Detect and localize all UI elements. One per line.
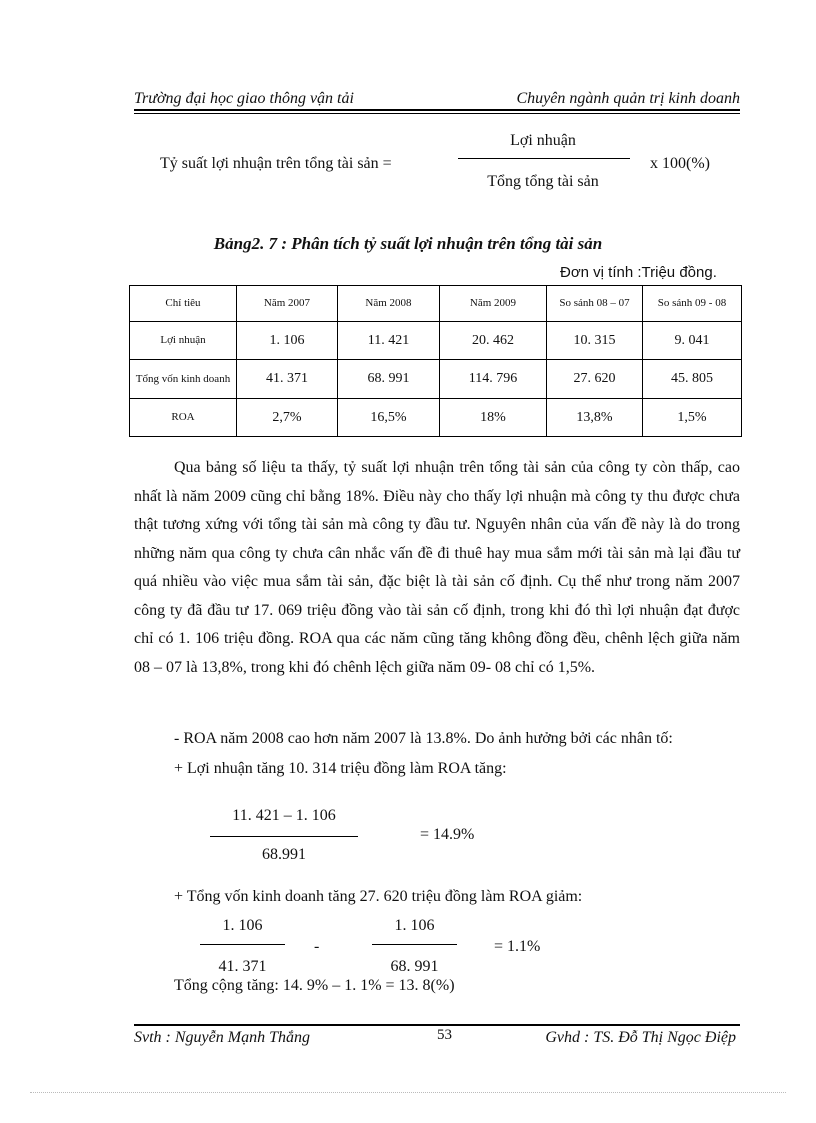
table-cell: 11. 421 [338,322,440,360]
header-cell: Năm 2009 [440,286,547,322]
footer-student: Svth : Nguyễn Mạnh Thắng [134,1029,310,1046]
calc2-minus: - [314,938,320,955]
header-cell: So sánh 09 - 08 [643,286,742,322]
page-edge-dots [30,1092,786,1093]
table-row [130,399,742,437]
footer-rule [134,1024,740,1026]
table-header-row [130,286,742,322]
table-row [130,322,742,360]
table-unit: Đơn vị tính :Triệu đồng. [560,264,717,281]
formula-numerator: Lợi nhuận [510,132,576,149]
table-cell: 27. 620 [547,360,643,399]
row-label: ROA [130,399,237,437]
table-cell: 18% [440,399,547,437]
table-cell: 114. 796 [440,360,547,399]
bullet-capital-increase: + Tổng vốn kinh doanh tăng 27. 620 triệu đồng làm ROA giảm: [174,888,583,905]
formula-suffix: x 100(%) [650,155,710,172]
calc2-numerator-1: 1. 106 [222,917,263,934]
bullet-profit-increase: + Lợi nhuận tăng 10. 314 triệu đồng làm ROA tăng: [174,760,507,777]
calc2-denominator-2: 68. 991 [390,958,439,975]
calc1-fraction-line [210,836,358,837]
table-cell: 16,5% [338,399,440,437]
table-cell: 10. 315 [547,322,643,360]
header-rule-thin [134,113,740,114]
footer-advisor: Gvhd : TS. Đỗ Thị Ngọc Điệp [545,1029,736,1046]
calc2-result: = 1.1% [494,938,541,955]
table-cell: 2,7% [237,399,338,437]
row-label: Tổng vốn kinh doanh [130,360,237,399]
calc1-denominator: 68.991 [262,846,306,863]
page-number: 53 [437,1027,452,1043]
table-cell: 9. 041 [643,322,742,360]
calc1-result: = 14.9% [420,826,475,843]
header-school: Trường đại học giao thông vận tải [134,90,354,107]
table-title: Bảng2. 7 : Phân tích tỷ suất lợi nhuận trên tổng tài sản [213,234,603,253]
table-cell: 45. 805 [643,360,742,399]
bullet-roa-2008: - ROA năm 2008 cao hơn năm 2007 là 13.8%. Do ảnh hưởng bởi các nhân tố: [174,730,673,747]
calc2-fraction-line-2 [372,944,457,945]
formula-label: Tỷ suất lợi nhuận trên tổng tài sản = [160,155,392,172]
table-cell: 68. 991 [338,360,440,399]
total-change: Tổng cộng tăng: 14. 9% – 1. 1% = 13. 8(%) [174,977,455,994]
calc2-numerator-2: 1. 106 [394,917,435,934]
table-cell: 41. 371 [237,360,338,399]
formula-fraction-line [458,158,630,159]
table-cell: 1. 106 [237,322,338,360]
table-cell: 1,5% [643,399,742,437]
table-cell: 13,8% [547,399,643,437]
calc1-numerator: 11. 421 – 1. 106 [232,807,336,824]
header-cell: Năm 2008 [338,286,440,322]
table-row [130,360,742,399]
header-cell: So sánh 08 – 07 [547,286,643,322]
table-cell: 20. 462 [440,322,547,360]
row-label: Lợi nhuận [130,322,237,360]
roa-table [129,285,742,437]
calc2-denominator-1: 41. 371 [218,958,267,975]
header-rule [134,109,740,111]
header-major: Chuyên ngành quản trị kinh doanh [516,90,740,107]
header-cell: Năm 2007 [237,286,338,322]
calc2-fraction-line-1 [200,944,285,945]
analysis-paragraph: Qua bảng số liệu ta thấy, tỷ suất lợi nhuận trên tổng tài sản của công ty còn thấp, cao nhất là năm 2009 cũng chỉ bằng 18%. Điều này cho thấy lợi nhuận mà công ty thu được chưa thật tương xứng với tổng tài sản mà công ty đầu tư. Nguyên nhân của vấn đề này là do trong những năm qua công ty chưa cân nhắc vấn đề đi thuê hay mua sắm mới tài sản mà lại đầu tư quá nhiều vào việc mua sắm tài sản, đặc biệt là tài sản cố định. Cụ thể như trong năm 2007 công ty đã đầu tư 17. 069 triệu đồng vào tài sản cố định, trong khi đó thì lợi nhuận đạt được chỉ có 1. 106 triệu đồng. ROA qua các năm cũng tăng không đồng đều, chênh lệch giữa năm 08 – 07 là 13,8%, trong khi đó chênh lệch giữa năm 09- 08 chỉ có 1,5%. [134,459,740,676]
header-cell: Chỉ tiêu [130,286,237,322]
formula-denominator: Tổng tổng tài sản [487,173,599,190]
